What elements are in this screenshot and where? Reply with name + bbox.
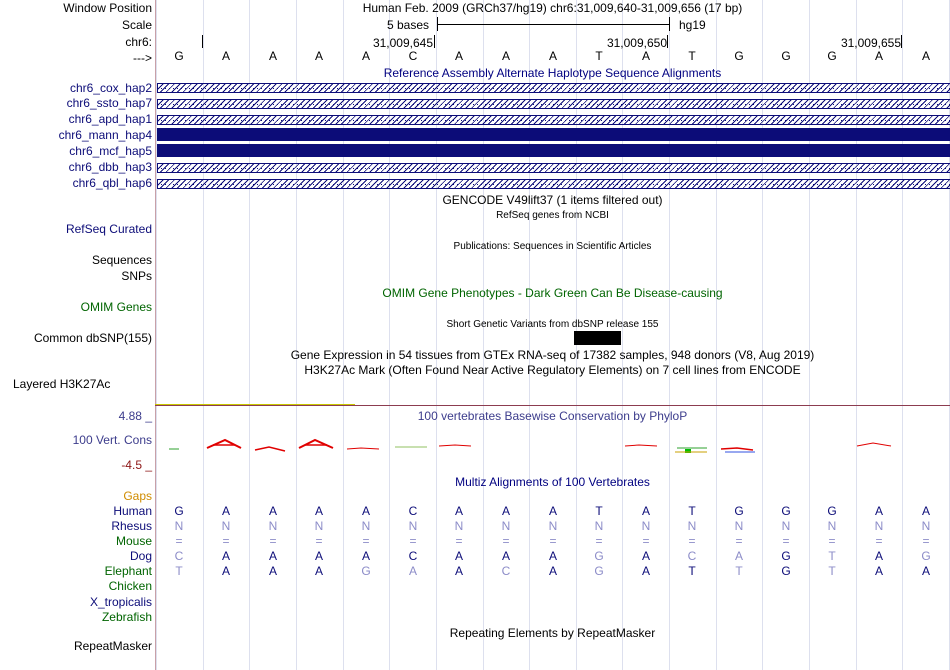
hap-track-dbb-hap3[interactable] bbox=[157, 163, 950, 173]
alignment-base-rhesus: N bbox=[827, 519, 837, 533]
alignment-base-human: C bbox=[408, 504, 418, 518]
ruler-label-645: 31,009,645 bbox=[372, 36, 433, 50]
alignment-base-dog: C bbox=[687, 549, 697, 563]
alignment-base-human: A bbox=[501, 504, 510, 518]
omim-title: OMIM Gene Phenotypes - Dark Green Can Be Disease-causing bbox=[382, 286, 723, 300]
alignment-base-dog: A bbox=[221, 549, 230, 563]
alignment-base-dog: C bbox=[408, 549, 418, 563]
alignment-base-elephant: A bbox=[874, 564, 883, 578]
label-dog[interactable]: Dog bbox=[129, 549, 152, 563]
alignment-base-human: T bbox=[595, 504, 603, 518]
label-human[interactable]: Human bbox=[113, 504, 152, 518]
alignment-base-mouse: = bbox=[455, 534, 463, 548]
reference-base: A bbox=[874, 49, 883, 63]
label-arrow[interactable]: ---> bbox=[133, 51, 152, 65]
alignment-base-rhesus: N bbox=[641, 519, 651, 533]
reference-base: G bbox=[827, 49, 837, 63]
label-chr6-ssto-hap7[interactable]: chr6_ssto_hap7 bbox=[66, 96, 152, 110]
label-chr6[interactable]: chr6: bbox=[125, 35, 152, 49]
alignment-base-elephant: A bbox=[921, 564, 930, 578]
ruler-label-655: 31,009,655 bbox=[840, 36, 901, 50]
alignment-base-rhesus: N bbox=[921, 519, 931, 533]
alignment-base-mouse: = bbox=[828, 534, 836, 548]
alignment-base-human: A bbox=[314, 504, 323, 518]
multiz-title: Multiz Alignments of 100 Vertebrates bbox=[455, 475, 650, 489]
dbsnp-title: Short Genetic Variants from dbSNP release 155 bbox=[446, 319, 659, 330]
alignment-base-elephant: A bbox=[268, 564, 277, 578]
alignment-base-elephant: T bbox=[828, 564, 836, 578]
alignment-base-elephant: T bbox=[735, 564, 743, 578]
gencode-title: GENCODE V49lift37 (1 items filtered out) bbox=[442, 193, 663, 207]
label-chicken[interactable]: Chicken bbox=[108, 579, 152, 593]
reference-base: A bbox=[268, 49, 277, 63]
label-zebrafish[interactable]: Zebrafish bbox=[101, 610, 152, 624]
alignment-base-rhesus: N bbox=[174, 519, 184, 533]
hap-track-mann-hap4[interactable] bbox=[157, 128, 950, 141]
h3k27ac-signal bbox=[155, 404, 355, 405]
alignment-base-dog: A bbox=[361, 549, 370, 563]
label-rhesus[interactable]: Rhesus bbox=[111, 519, 152, 533]
alignment-base-elephant: G bbox=[781, 564, 791, 578]
label-window-position[interactable]: Window Position bbox=[63, 1, 152, 15]
alignment-base-dog: A bbox=[454, 549, 463, 563]
alignment-base-elephant: A bbox=[314, 564, 323, 578]
label-repeatmasker[interactable]: RepeatMasker bbox=[73, 639, 152, 653]
phylop-title: 100 vertebrates Basewise Conservation by PhyloP bbox=[417, 409, 688, 423]
alignment-base-rhesus: N bbox=[548, 519, 558, 533]
h3k27ac-title: H3K27Ac Mark (Often Found Near Active Regulatory Elements) on 7 cell lines from ENCODE bbox=[304, 363, 801, 377]
alignment-base-elephant: A bbox=[221, 564, 230, 578]
reference-base: T bbox=[595, 49, 603, 63]
alignment-base-human: T bbox=[688, 504, 696, 518]
label-omim-genes[interactable]: OMIM Genes bbox=[80, 300, 152, 314]
hap-track-mcf-hap5[interactable] bbox=[157, 144, 950, 157]
reference-base: A bbox=[501, 49, 510, 63]
reference-base: G bbox=[734, 49, 744, 63]
alignment-base-dog: A bbox=[874, 549, 883, 563]
label-chr6-apd-hap1[interactable]: chr6_apd_hap1 bbox=[68, 112, 152, 126]
reference-base: G bbox=[174, 49, 184, 63]
reference-base: G bbox=[781, 49, 791, 63]
gtex-title: Gene Expression in 54 tissues from GTEx RNA-seq of 17382 samples, 948 donors (V8, Aug 2019) bbox=[290, 348, 815, 362]
alignment-base-human: G bbox=[827, 504, 837, 518]
label-refseq-curated[interactable]: RefSeq Curated bbox=[65, 222, 152, 236]
alignment-base-human: A bbox=[641, 504, 650, 518]
alignment-base-mouse: = bbox=[409, 534, 417, 548]
alignment-base-dog: A bbox=[268, 549, 277, 563]
alignment-base-dog: A bbox=[501, 549, 510, 563]
alignment-base-elephant: G bbox=[361, 564, 371, 578]
alignment-base-human: A bbox=[874, 504, 883, 518]
alignment-base-rhesus: N bbox=[314, 519, 324, 533]
reference-base: A bbox=[921, 49, 930, 63]
scale-bases-label: 5 bases bbox=[387, 18, 430, 32]
label-common-dbsnp[interactable]: Common dbSNP(155) bbox=[33, 331, 152, 345]
label-mouse[interactable]: Mouse bbox=[115, 534, 152, 548]
label-snps[interactable]: SNPs bbox=[121, 269, 152, 283]
hap-track-qbl-hap6[interactable] bbox=[157, 179, 950, 189]
label-vert-cons[interactable]: 100 Vert. Cons bbox=[72, 433, 152, 447]
alignment-base-human: G bbox=[781, 504, 791, 518]
alignment-base-dog: G bbox=[781, 549, 791, 563]
alignment-base-mouse: = bbox=[175, 534, 183, 548]
h3k27ac-baseline bbox=[155, 405, 950, 406]
alignment-base-elephant: G bbox=[594, 564, 604, 578]
alignment-base-mouse: = bbox=[922, 534, 930, 548]
alignment-base-elephant: T bbox=[688, 564, 696, 578]
label-layered-h3k27ac[interactable]: Layered H3K27Ac bbox=[13, 377, 111, 391]
alignment-base-elephant: A bbox=[641, 564, 650, 578]
reference-base: A bbox=[454, 49, 463, 63]
label-chr6-mcf-hap5[interactable]: chr6_mcf_hap5 bbox=[69, 144, 152, 158]
ruler-label-650: 31,009,650 bbox=[606, 36, 667, 50]
alignment-base-mouse: = bbox=[735, 534, 743, 548]
reference-base: C bbox=[408, 49, 418, 63]
alignment-base-mouse: = bbox=[595, 534, 603, 548]
alignment-base-dog: T bbox=[828, 549, 836, 563]
label-chr6-dbb-hap3[interactable]: chr6_dbb_hap3 bbox=[68, 160, 152, 174]
label-sequences[interactable]: Sequences bbox=[91, 253, 152, 267]
ref-assembly-title: Reference Assembly Alternate Haplotype Sequence Alignments bbox=[383, 66, 722, 80]
alignment-base-rhesus: N bbox=[361, 519, 371, 533]
alignment-base-mouse: = bbox=[315, 534, 323, 548]
alignment-base-mouse: = bbox=[222, 534, 230, 548]
alignment-base-human: A bbox=[268, 504, 277, 518]
alignment-base-rhesus: N bbox=[874, 519, 884, 533]
cons-max-label: 4.88 _ bbox=[118, 409, 152, 423]
alignment-base-mouse: = bbox=[549, 534, 557, 548]
alignment-base-rhesus: N bbox=[594, 519, 604, 533]
alignment-base-human: G bbox=[734, 504, 744, 518]
alignment-base-dog: A bbox=[548, 549, 557, 563]
alignment-base-rhesus: N bbox=[221, 519, 231, 533]
label-chr6-cox-hap2[interactable]: chr6_cox_hap2 bbox=[69, 81, 152, 95]
phylop-positive bbox=[207, 440, 891, 451]
alignment-base-rhesus: N bbox=[408, 519, 418, 533]
scale-assembly-label: hg19 bbox=[679, 18, 706, 32]
phylop-conservation-graph bbox=[155, 430, 950, 460]
scale-bar bbox=[155, 17, 950, 33]
reference-base: A bbox=[221, 49, 230, 63]
alignment-base-elephant: A bbox=[408, 564, 417, 578]
alignment-base-mouse: = bbox=[502, 534, 510, 548]
track-data-panel bbox=[155, 0, 950, 670]
label-x-tropicalis[interactable]: X_tropicalis bbox=[89, 595, 152, 609]
reference-base: T bbox=[688, 49, 696, 63]
alignment-base-elephant: T bbox=[175, 564, 183, 578]
alignment-base-mouse: = bbox=[642, 534, 650, 548]
alignment-base-dog: G bbox=[921, 549, 931, 563]
alignment-base-human: A bbox=[221, 504, 230, 518]
alignment-base-rhesus: N bbox=[501, 519, 511, 533]
alignment-base-human: A bbox=[921, 504, 930, 518]
alignment-base-dog: A bbox=[314, 549, 323, 563]
hap-track-ssto-hap7[interactable] bbox=[157, 99, 950, 109]
alignment-base-rhesus: N bbox=[781, 519, 791, 533]
hap-track-apd-hap1[interactable] bbox=[157, 115, 950, 125]
label-chr6-mann-hap4[interactable]: chr6_mann_hap4 bbox=[58, 128, 152, 142]
label-gaps[interactable]: Gaps bbox=[123, 489, 152, 503]
refseq-title: RefSeq genes from NCBI bbox=[496, 210, 609, 221]
alignment-base-elephant: A bbox=[454, 564, 463, 578]
label-scale[interactable]: Scale bbox=[121, 18, 152, 32]
alignment-base-human: A bbox=[361, 504, 370, 518]
track-labels-panel bbox=[0, 0, 156, 670]
alignment-base-mouse: = bbox=[362, 534, 370, 548]
hap-track-cox-hap2[interactable] bbox=[157, 83, 950, 93]
base-position-ruler bbox=[155, 33, 950, 49]
alignment-base-mouse: = bbox=[688, 534, 696, 548]
reference-base: A bbox=[641, 49, 650, 63]
alignment-base-rhesus: N bbox=[734, 519, 744, 533]
repeatmasker-title: Repeating Elements by RepeatMasker bbox=[449, 626, 656, 640]
reference-base: A bbox=[314, 49, 323, 63]
cons-min-label: -4.5 _ bbox=[121, 458, 152, 472]
alignment-base-rhesus: N bbox=[454, 519, 464, 533]
alignment-base-rhesus: N bbox=[687, 519, 697, 533]
alignment-base-mouse: = bbox=[269, 534, 277, 548]
reference-base: A bbox=[361, 49, 370, 63]
alignment-base-rhesus: N bbox=[268, 519, 278, 533]
alignment-base-elephant: C bbox=[501, 564, 511, 578]
alignment-base-human: G bbox=[174, 504, 184, 518]
label-elephant[interactable]: Elephant bbox=[104, 564, 152, 578]
dbsnp-variant-bar[interactable] bbox=[574, 331, 621, 345]
reference-base: A bbox=[548, 49, 557, 63]
alignment-base-human: A bbox=[454, 504, 463, 518]
alignment-base-elephant: A bbox=[548, 564, 557, 578]
alignment-base-human: A bbox=[548, 504, 557, 518]
alignment-base-dog: C bbox=[174, 549, 184, 563]
label-chr6-qbl-hap6[interactable]: chr6_qbl_hap6 bbox=[72, 176, 152, 190]
alignment-base-dog: A bbox=[734, 549, 743, 563]
publications-title: Publications: Sequences in Scientific Articles bbox=[453, 241, 652, 252]
alignment-base-dog: A bbox=[641, 549, 650, 563]
alignment-base-mouse: = bbox=[875, 534, 883, 548]
alignment-base-mouse: = bbox=[782, 534, 790, 548]
alignment-base-dog: G bbox=[594, 549, 604, 563]
window-position-text: Human Feb. 2009 (GRCh37/hg19) chr6:31,009,640-31,009,656 (17 bp) bbox=[362, 1, 743, 15]
